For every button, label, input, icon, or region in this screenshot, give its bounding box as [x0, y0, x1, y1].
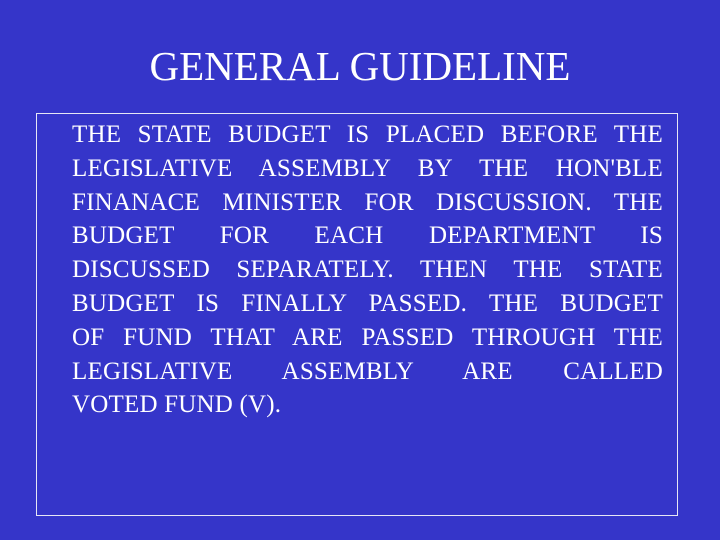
- body-text: [72, 118, 663, 422]
- slide-title: GENERAL GUIDELINE: [149, 43, 571, 89]
- body-line-8: LEGISLATIVE ASSEMBLY ARE CALLED: [72, 357, 663, 385]
- body-line-4: BUDGET FOR EACH DEPARTMENT IS: [72, 222, 663, 250]
- body-line-5: DISCUSSED SEPARATELY. THEN THE STATE: [72, 256, 663, 284]
- body-line-9: VOTED FUND (V).: [72, 391, 282, 419]
- body-line-3: FINANACE MINISTER FOR DISCUSSION. THE: [72, 188, 663, 216]
- body-line-6: BUDGET IS FINALLY PASSED. THE BUDGET: [72, 289, 663, 317]
- body-line-7: OF FUND THAT ARE PASSED THROUGH THE: [72, 323, 663, 351]
- body-line-2: LEGISLATIVE ASSEMBLY BY THE HON'BLE: [72, 154, 663, 182]
- body-line-1: THE STATE BUDGET IS PLACED BEFORE THE: [72, 121, 663, 148]
